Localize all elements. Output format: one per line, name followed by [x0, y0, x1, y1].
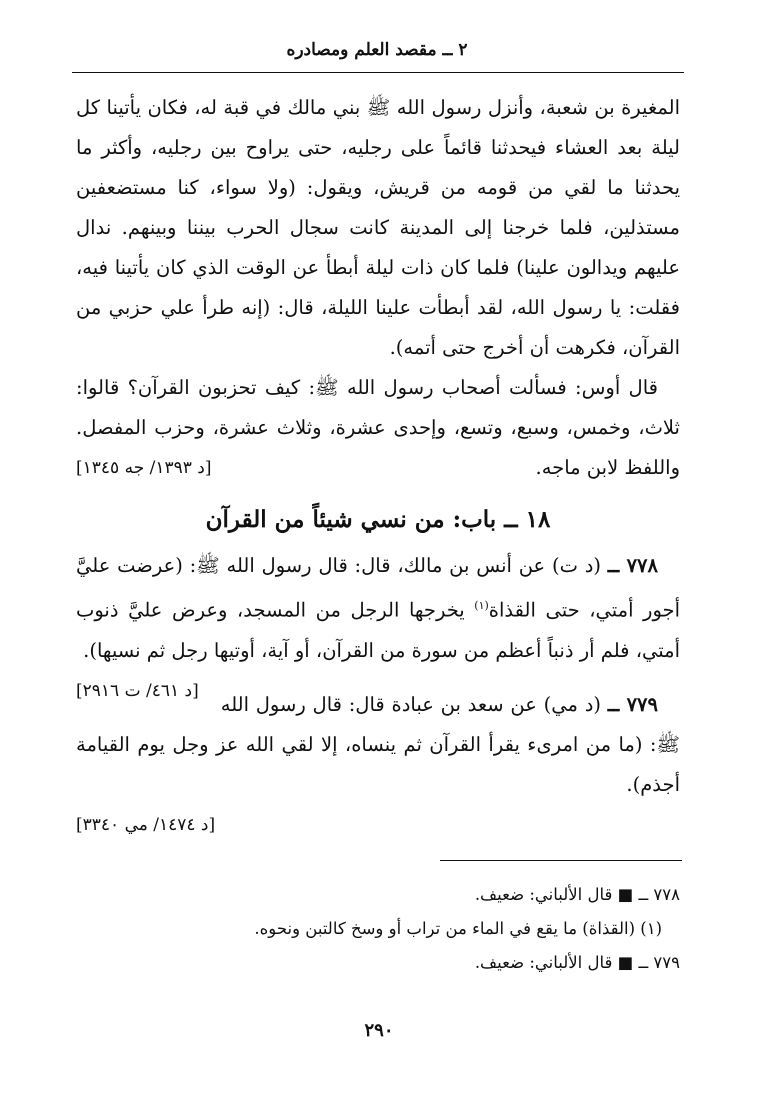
footnote-rule	[440, 860, 682, 861]
footnote-1: (١) (القذاة) ما يقع في الماء من تراب أو وسخ كالتبن ونحوه.	[254, 919, 662, 938]
hadith-779-reference: [د ١٤٧٤/ مي ٣٣٤٠]	[76, 814, 216, 835]
paragraph-aws	[76, 368, 680, 488]
hadith-779-reference-line	[76, 805, 680, 845]
hadith-779-text: (د مي) عن سعد بن عبادة قال: قال رسول الله ﷺ: (ما من امرىء يقرأ القرآن ثم ينساه، إلا لقي الله عز وجل يوم القيامة أجذم).	[76, 692, 680, 796]
paragraph-aws-text: قال أوس: فسألت أصحاب رسول الله ﷺ: كيف تحزبون القرآن؟ قالوا: ثلاث، وخمس، وسبع، وتسع، وإحدى عشرة، وثلاث عشرة، وحزب المفصل. واللفظ لابن ماجه.	[76, 376, 680, 479]
section-heading: ١٨ ــ باب: من نسي شيئاً من القرآن	[205, 506, 551, 533]
hadith-778-text-a: (د ت) عن أنس بن مالك، قال: قال رسول الله ﷺ: (عرضت عليَّ أجور أمتي، حتى القذاة	[76, 554, 680, 622]
main-text	[76, 88, 680, 845]
hadith-778-number: ٧٧٨ ــ	[607, 554, 658, 577]
header-rule	[72, 72, 684, 73]
footnotes	[76, 878, 680, 980]
footnote-marker: (١)	[474, 599, 489, 612]
footnote-778: ٧٧٨ ــ ■ قال الألباني: ضعيف.	[474, 885, 680, 904]
hadith-778-reference: [د ٤٦١/ ت ٢٩١٦]	[76, 680, 199, 701]
hadith-779-number: ٧٧٩ ــ	[607, 692, 658, 716]
reference-1393: [د ١٣٩٣/ جه ١٣٤٥]	[76, 458, 212, 478]
page-number: ٢٩٠	[364, 1020, 394, 1041]
hadith-778	[76, 546, 680, 701]
running-header: ٢ ــ مقصد العلم ومصادره	[286, 40, 468, 60]
paragraph-continuation: المغيرة بن شعبة، وأنزل رسول الله ﷺ بني مالك في قبة له، فكان يأتينا كل ليلة بعد العشاء فيحدثنا قائماً على رجليه، حتى يراوح بين رجليه، وأكثر ما يحدثنا ما لقي من قومه من قريش، ويقول: (ولا سواء، كنا مستضعفين مستذلين، فلما خرجنا إلى المدينة كانت سجال الحرب بيننا وبينهم. ندال عليهم ويدالون علينا) فلما كان ذات ليلة أبطأ عن الوقت الذي كان يأتينا فيه، فقلت: يا رسول الله، لقد أبطأت علينا الليلة، قال: (إنه طرأ علي حزبي من القرآن، فكرهت أن أخرج حتى أتمه).	[76, 96, 680, 359]
hadith-778-text-b: يخرجها الرجل من المسجد، وعرض عليَّ ذنوب أمتي، فلم أر ذنباً أعظم من سورة من القرآن، أو آية، أوتيها رجل ثم نسيها).	[76, 598, 680, 662]
footnote-779: ٧٧٩ ــ ■ قال الألباني: ضعيف.	[474, 953, 680, 972]
